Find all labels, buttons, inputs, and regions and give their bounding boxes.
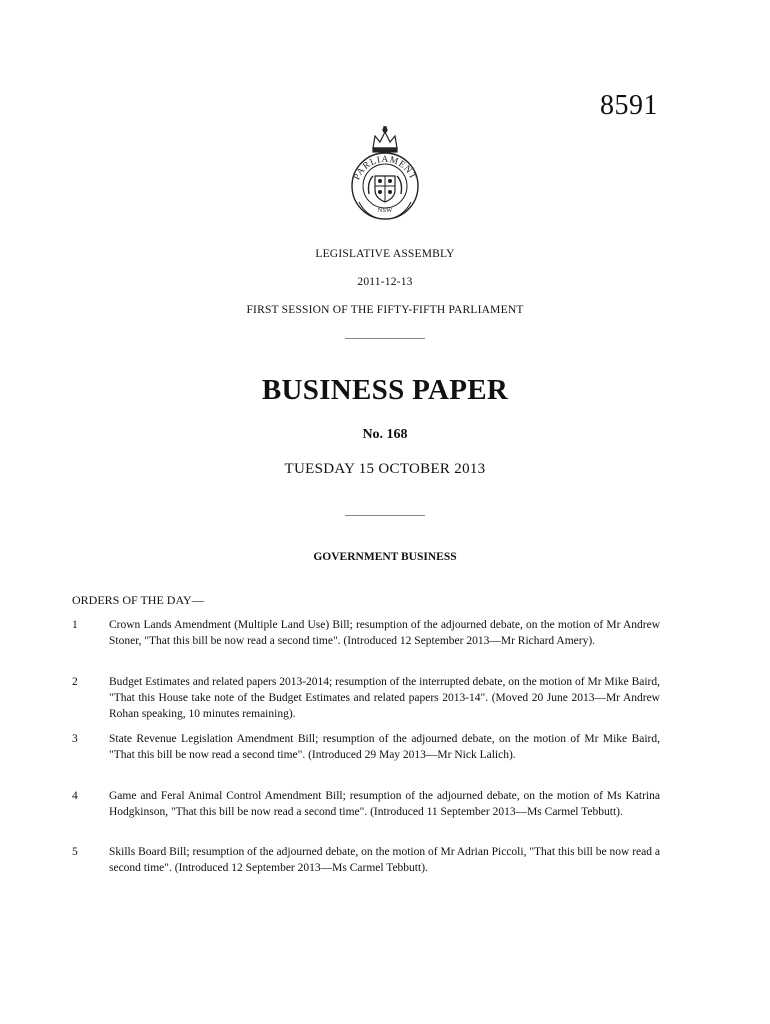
order-text: Budget Estimates and related papers 2013-2014; resumption of the interrupted debate, on the motion of Mr Mike Baird, "That this House take note of the Budget Estimates and related papers 2013-14". (Moved 20 June 2013—Mr Andrew Rohan speaking, 10 minutes remaining). — [109, 676, 660, 720]
order-item — [72, 731, 660, 763]
session-name: FIRST SESSION OF THE FIFTY-FIFTH PARLIAMENT — [246, 304, 524, 316]
page-title: BUSINESS PAPER — [261, 374, 509, 406]
shield-icon — [369, 176, 402, 202]
crown-icon — [373, 126, 397, 152]
order-number: 2 — [72, 676, 78, 688]
order-text: Skills Board Bill; resumption of the adjourned debate, on the motion of Mr Adrian Piccoli, "That this bill be now read a second time". (Introduced 12 September 2013—Ms Carmel Tebbutt). — [109, 846, 660, 874]
date-code: 2011-12-13 — [357, 276, 413, 288]
sitting-date: TUESDAY 15 OCTOBER 2013 — [284, 461, 486, 477]
parliament-crest-logo — [343, 124, 427, 224]
section-heading: GOVERNMENT BUSINESS — [313, 551, 457, 563]
order-number: 5 — [72, 846, 78, 858]
order-number: 1 — [72, 619, 78, 631]
order-number: 3 — [72, 733, 78, 745]
divider — [345, 338, 425, 339]
order-item — [72, 617, 660, 649]
crest-ring-text: PARLIAMENT — [352, 154, 418, 182]
order-item — [72, 674, 660, 722]
orders-heading: ORDERS OF THE DAY— — [72, 593, 204, 607]
paper-number: No. 168 — [362, 427, 408, 442]
order-text: Crown Lands Amendment (Multiple Land Use) Bill; resumption of the adjourned debate, on the motion of Mr Andrew Stoner, "That this bill be now read a second time". (Introduced 12 September 2013—Mr Richard Amery). — [109, 619, 660, 647]
order-item — [72, 788, 660, 820]
order-number: 4 — [72, 790, 78, 802]
order-text: State Revenue Legislation Amendment Bill; resumption of the adjourned debate, on the motion of Mr Mike Baird, "That this bill be now read a second time". (Introduced 29 May 2013—Mr Nick Lalich). — [109, 733, 660, 761]
order-text: Game and Feral Animal Control Amendment Bill; resumption of the adjourned debate, on the motion of Ms Katrina Hodgkinson, "That this bill be now read a second time". (Introduced 11 September 2013—Ms Carmel Tebbutt). — [109, 790, 660, 818]
divider — [345, 515, 425, 516]
house-name: LEGISLATIVE ASSEMBLY — [315, 248, 455, 260]
order-item — [72, 844, 660, 876]
crest-state-text: NSW — [377, 207, 393, 214]
page-number: 8591 — [600, 90, 658, 121]
